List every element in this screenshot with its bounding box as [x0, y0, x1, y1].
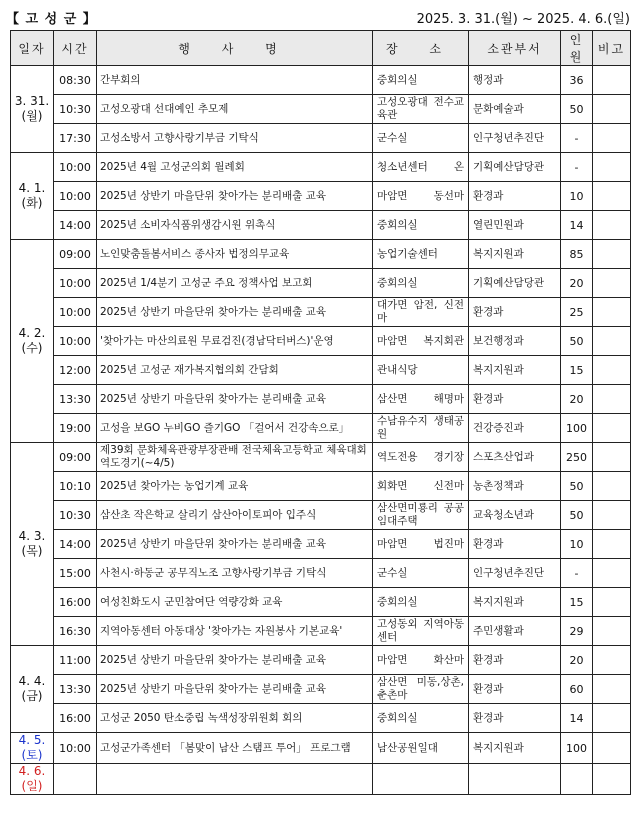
dept-cell: 인구청년추진단 — [469, 559, 561, 588]
event-name-cell: 2025년 상반기 마을단위 찾아가는 분리배출 교육 — [97, 530, 373, 559]
dept-cell: 환경과 — [469, 298, 561, 327]
date-cell — [11, 443, 54, 646]
event-name-cell: 2025년 상반기 마을단위 찾아가는 분리배출 교육 — [97, 646, 373, 675]
dept-cell: 농촌정책과 — [469, 472, 561, 501]
place-cell: 수남유수지 생태공원 — [373, 414, 469, 443]
time-cell: 10:00 — [54, 182, 97, 211]
col-date-header: 일자 — [11, 31, 54, 66]
table-row — [11, 559, 631, 588]
table-row — [11, 240, 631, 269]
count-cell: 15 — [561, 588, 593, 617]
count-cell: 50 — [561, 472, 593, 501]
time-cell: 08:30 — [54, 66, 97, 95]
time-cell: 09:00 — [54, 443, 97, 472]
table-row — [11, 182, 631, 211]
date-label: 4. 6. — [18, 764, 46, 778]
event-name-cell: 2025년 상반기 마을단위 찾아가는 분리배출 교육 — [97, 182, 373, 211]
remark-cell — [593, 124, 631, 153]
date-cell — [11, 240, 54, 443]
remark-cell — [593, 443, 631, 472]
place-cell: 마암면 화산마 — [373, 646, 469, 675]
weekday-label: (금) — [21, 689, 43, 703]
remark-cell — [593, 764, 631, 795]
weekday-label: (목) — [21, 544, 43, 558]
place-cell: 대가면 암전, 신전마 — [373, 298, 469, 327]
col-place-header: 장 소 — [373, 31, 469, 66]
dept-cell: 행정과 — [469, 66, 561, 95]
dept-cell: 문화예술과 — [469, 95, 561, 124]
dept-cell: 주민생활과 — [469, 617, 561, 646]
remark-cell — [593, 501, 631, 530]
table-row — [11, 298, 631, 327]
col-remark-header: 비고 — [593, 31, 631, 66]
place-cell: 삼산면미룡리 공공임대주택 — [373, 501, 469, 530]
place-cell: 마암면 복지회관 — [373, 327, 469, 356]
event-name-cell: 제39회 문화체육관광부장관배 전국체육고등학교 체육대회 역도경기(~4/5) — [97, 443, 373, 472]
time-cell: 10:30 — [54, 95, 97, 124]
table-row — [11, 356, 631, 385]
weekday-label: (일) — [21, 779, 43, 793]
count-cell: - — [561, 124, 593, 153]
event-name-cell: 2025년 찾아가는 농업기계 교육 — [97, 472, 373, 501]
remark-cell — [593, 588, 631, 617]
time-cell: 10:10 — [54, 472, 97, 501]
place-cell: 군수실 — [373, 124, 469, 153]
dept-cell: 환경과 — [469, 385, 561, 414]
table-row — [11, 646, 631, 675]
table-row — [11, 327, 631, 356]
table-row — [11, 588, 631, 617]
place-cell: 마암면 동선마 — [373, 182, 469, 211]
remark-cell — [593, 675, 631, 704]
header-row — [11, 31, 631, 66]
place-cell: 고성오광대 전수교육관 — [373, 95, 469, 124]
time-cell: 16:00 — [54, 588, 97, 617]
col-dept-header: 소관부서 — [469, 31, 561, 66]
count-cell: 85 — [561, 240, 593, 269]
count-cell: 100 — [561, 733, 593, 764]
time-cell: 16:30 — [54, 617, 97, 646]
time-cell: 13:30 — [54, 385, 97, 414]
table-row — [11, 153, 631, 182]
count-cell: - — [561, 153, 593, 182]
table-row — [11, 66, 631, 95]
event-name-cell: 노인맞춤돌봄서비스 종사자 법정의무교육 — [97, 240, 373, 269]
remark-cell — [593, 269, 631, 298]
remark-cell — [593, 530, 631, 559]
time-cell: 14:00 — [54, 530, 97, 559]
event-name-cell: 2025년 상반기 마을단위 찾아가는 분리배출 교육 — [97, 385, 373, 414]
dept-cell: 환경과 — [469, 530, 561, 559]
table-row — [11, 124, 631, 153]
org-title: 【 고 성 군 】 — [6, 12, 97, 27]
dept-cell: 인구청년추진단 — [469, 124, 561, 153]
dept-cell: 환경과 — [469, 675, 561, 704]
place-cell: 청소년센터 온 — [373, 153, 469, 182]
place-cell: 남산공원일대 — [373, 733, 469, 764]
place-cell: 관내식당 — [373, 356, 469, 385]
event-name-cell: 간부회의 — [97, 66, 373, 95]
dept-cell: 복지지원과 — [469, 356, 561, 385]
table-row — [11, 95, 631, 124]
remark-cell — [593, 733, 631, 764]
remark-cell — [593, 646, 631, 675]
time-cell: 16:00 — [54, 704, 97, 733]
dept-cell: 열린민원과 — [469, 211, 561, 240]
time-cell: 14:00 — [54, 211, 97, 240]
dept-cell: 기획예산담당관 — [469, 269, 561, 298]
place-cell: 고성동외 지역아동센터 — [373, 617, 469, 646]
time-cell: 12:00 — [54, 356, 97, 385]
table-row — [11, 472, 631, 501]
date-cell — [11, 646, 54, 733]
dept-cell — [469, 764, 561, 795]
remark-cell — [593, 414, 631, 443]
count-cell: 250 — [561, 443, 593, 472]
table-row — [11, 704, 631, 733]
time-cell: 10:00 — [54, 153, 97, 182]
weekday-label: (수) — [21, 341, 43, 355]
dept-cell: 보건행정과 — [469, 327, 561, 356]
col-count-header: 인원 — [561, 31, 593, 66]
remark-cell — [593, 182, 631, 211]
dept-cell: 복지지원과 — [469, 240, 561, 269]
dept-cell: 환경과 — [469, 182, 561, 211]
time-cell: 17:30 — [54, 124, 97, 153]
date-label: 4. 2. — [18, 326, 46, 340]
count-cell: 50 — [561, 95, 593, 124]
count-cell: 50 — [561, 327, 593, 356]
table-row — [11, 617, 631, 646]
time-cell: 10:00 — [54, 298, 97, 327]
table-row — [11, 733, 631, 764]
remark-cell — [593, 559, 631, 588]
table-row — [11, 764, 631, 795]
time-cell: 15:00 — [54, 559, 97, 588]
time-cell: 09:00 — [54, 240, 97, 269]
event-name-cell: 2025년 상반기 마을단위 찾아가는 분리배출 교육 — [97, 675, 373, 704]
date-label: 4. 1. — [18, 181, 46, 195]
place-cell: 삼산면 해명마 — [373, 385, 469, 414]
time-cell: 10:00 — [54, 327, 97, 356]
table-row — [11, 501, 631, 530]
dept-cell: 건강증진과 — [469, 414, 561, 443]
date-label: 4. 5. — [18, 733, 46, 747]
event-name-cell: 2025년 고성군 재가복지협의회 간담회 — [97, 356, 373, 385]
time-cell: 10:00 — [54, 733, 97, 764]
event-name-cell: 고성군가족센터 「봄맞이 남산 스탬프 투어」 프로그램 — [97, 733, 373, 764]
event-name-cell: 고성오광대 선대예인 추모제 — [97, 95, 373, 124]
event-name-cell: '찾아가는 마산의료원 무료검진(경남닥터버스)'운영 — [97, 327, 373, 356]
place-cell: 중회의실 — [373, 211, 469, 240]
remark-cell — [593, 385, 631, 414]
count-cell: 14 — [561, 211, 593, 240]
remark-cell — [593, 240, 631, 269]
date-label: 4. 4. — [18, 674, 46, 688]
col-time-header: 시간 — [54, 31, 97, 66]
time-cell: 10:30 — [54, 501, 97, 530]
remark-cell — [593, 617, 631, 646]
place-cell — [373, 764, 469, 795]
count-cell: 100 — [561, 414, 593, 443]
place-cell: 농업기술센터 — [373, 240, 469, 269]
table-row — [11, 530, 631, 559]
remark-cell — [593, 356, 631, 385]
event-name-cell: 여성친화도시 군민참여단 역량강화 교육 — [97, 588, 373, 617]
event-name-cell: 고성소방서 고향사랑기부금 기탁식 — [97, 124, 373, 153]
place-cell: 중회의실 — [373, 704, 469, 733]
col-event-header: 행 사 명 — [97, 31, 373, 66]
table-row — [11, 211, 631, 240]
count-cell — [561, 764, 593, 795]
event-name-cell: 고성을 보GO 누비GO 즐기GO 「걸어서 건강속으로」 — [97, 414, 373, 443]
dept-cell: 스포츠산업과 — [469, 443, 561, 472]
table-row — [11, 414, 631, 443]
time-cell: 10:00 — [54, 269, 97, 298]
dept-cell: 기획예산담당관 — [469, 153, 561, 182]
count-cell: 20 — [561, 269, 593, 298]
date-cell — [11, 733, 54, 764]
schedule-body — [11, 66, 631, 795]
place-cell: 중회의실 — [373, 588, 469, 617]
time-cell: 19:00 — [54, 414, 97, 443]
event-name-cell: 2025년 상반기 마을단위 찾아가는 분리배출 교육 — [97, 298, 373, 327]
event-name-cell: 2025년 4월 고성군의회 월례회 — [97, 153, 373, 182]
table-row — [11, 675, 631, 704]
place-cell: 중회의실 — [373, 66, 469, 95]
count-cell: 36 — [561, 66, 593, 95]
event-name-cell: 고성군 2050 탄소중립 녹색성장위원회 회의 — [97, 704, 373, 733]
remark-cell — [593, 211, 631, 240]
place-cell: 역도전용 경기장 — [373, 443, 469, 472]
place-cell: 군수실 — [373, 559, 469, 588]
count-cell: 10 — [561, 530, 593, 559]
place-cell: 삼산면 미동,상촌,춘촌마 — [373, 675, 469, 704]
count-cell: 25 — [561, 298, 593, 327]
dept-cell: 환경과 — [469, 646, 561, 675]
date-label: 3. 31. — [14, 94, 50, 108]
remark-cell — [593, 153, 631, 182]
count-cell: 29 — [561, 617, 593, 646]
count-cell: 10 — [561, 182, 593, 211]
count-cell: 20 — [561, 646, 593, 675]
weekday-label: (월) — [21, 109, 43, 123]
weekday-label: (토) — [21, 748, 43, 762]
count-cell: - — [561, 559, 593, 588]
schedule-table — [10, 30, 631, 795]
table-row — [11, 443, 631, 472]
count-cell: 60 — [561, 675, 593, 704]
event-name-cell: 삼산초 작은학교 살리기 삼산아이토피아 입주식 — [97, 501, 373, 530]
date-range: 2025. 3. 31.(월) ~ 2025. 4. 6.(일) — [416, 12, 630, 27]
place-cell: 마암면 법진마 — [373, 530, 469, 559]
remark-cell — [593, 704, 631, 733]
count-cell: 50 — [561, 501, 593, 530]
event-name-cell: 2025년 1/4분기 고성군 주요 정책사업 보고회 — [97, 269, 373, 298]
time-cell: 13:30 — [54, 675, 97, 704]
count-cell: 20 — [561, 385, 593, 414]
remark-cell — [593, 298, 631, 327]
remark-cell — [593, 66, 631, 95]
page-header — [0, 0, 640, 30]
count-cell: 14 — [561, 704, 593, 733]
dept-cell: 복지지원과 — [469, 588, 561, 617]
weekday-label: (화) — [21, 196, 43, 210]
remark-cell — [593, 95, 631, 124]
event-name-cell: 2025년 소비자식품위생감시원 위촉식 — [97, 211, 373, 240]
count-cell: 15 — [561, 356, 593, 385]
dept-cell: 교육청소년과 — [469, 501, 561, 530]
date-cell — [11, 153, 54, 240]
date-cell — [11, 66, 54, 153]
dept-cell: 복지지원과 — [469, 733, 561, 764]
table-row — [11, 385, 631, 414]
event-name-cell: 사천시·하동군 공무직노조 고향사랑기부금 기탁식 — [97, 559, 373, 588]
place-cell: 회화면 신전마 — [373, 472, 469, 501]
dept-cell: 환경과 — [469, 704, 561, 733]
place-cell: 중회의실 — [373, 269, 469, 298]
event-name-cell — [97, 764, 373, 795]
date-label: 4. 3. — [18, 529, 46, 543]
remark-cell — [593, 472, 631, 501]
date-cell — [11, 764, 54, 795]
table-row — [11, 269, 631, 298]
time-cell: 11:00 — [54, 646, 97, 675]
remark-cell — [593, 327, 631, 356]
event-name-cell: 지역아동센터 아동대상 '찾아가는 자원봉사 기본교육' — [97, 617, 373, 646]
time-cell — [54, 764, 97, 795]
